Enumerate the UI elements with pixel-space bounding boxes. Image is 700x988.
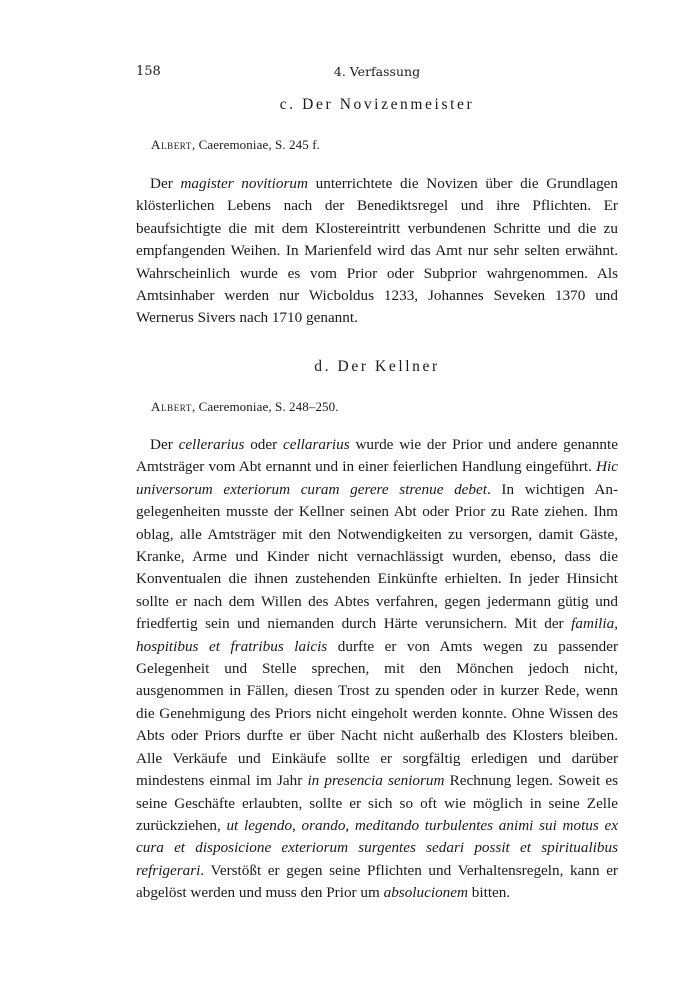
latin-quote: in presencia seniorum <box>307 772 445 790</box>
body-paragraph <box>136 434 618 905</box>
reference-text: , Caeremoniae, S. 245 f. <box>191 137 320 152</box>
source-reference <box>151 137 320 153</box>
reference-author: Albert <box>151 399 192 414</box>
latin-quote: familia, hospitibus et fratribus laicis <box>136 615 618 655</box>
text-run: unterrichtete die Novizen über die Grundlagen klösterlichen Lebens nach der Benediktsregel und ihre Pflichten. Er beaufsichtigte die mit dem Klostereintritt verbundenen Schritte und die zu empfangenden Weihen. In Marienfeld wird das Amt nur sehr selten erwähnt. Wahrscheinlich wurde es vom Prior oder Subprior wahrgenommen. Als Amtsinhaber werden nur Wicboldus 1233, Johannes Seveken 1370 und Wernerus Sivers nach 1710 genannt. <box>136 175 618 327</box>
reference-text: , Caeremoniae, S. 248–250. <box>191 399 339 414</box>
latin-quote: magister novitiorum <box>180 175 308 192</box>
text-run: Der <box>150 436 179 453</box>
text-run: oder <box>244 436 283 453</box>
latin-quote: ut legendo, orando, meditando turbulentes animi sui motus ex cura et disposicione exteriorum surgentes sedari possit et spiritualibus refrigerari <box>136 816 618 879</box>
latin-quote: cellararius <box>282 436 350 453</box>
page-number: 158 <box>136 64 161 79</box>
text-run: . Verstößt er gegen seine Pflichten und Verhaltensregeln, kann er abgelöst werden und muss den Prior um <box>136 861 618 902</box>
text-run: Rechnung legen. Soweit es seine Geschäfte erlaubten, sollte er sich so oft wie möglich in seine Zelle zurückziehen, <box>136 772 619 834</box>
text-run: . In wichtigen Angelegenheiten musste der Kellner seinen Abt oder Prior zu Rate ziehen. Ihm oblag, alle Amtsträger mit den Notwendigkeiten zu versorgen, damit Gäste, Kranke, Arme und Kinder nicht vernachlässigt wurden, ebenso, dass die Konventualen die ihnen zustehenden Einkünfte erhielten. In jeder Hinsicht sollte er nach dem Willen des Abtes verfahren, gegen jedermann gütig und friedfertig sein und niemanden durch Härte verunsichern. Mit der <box>136 480 619 633</box>
latin-quote: cellerarius <box>178 436 245 453</box>
text-run: Der <box>150 175 181 192</box>
running-head: 4. Verfassung <box>333 64 421 79</box>
reference-author: Albert <box>151 137 192 152</box>
text-run: wurde wie der Prior und andere genannte Amtsträger vom Abt ernannt und in einer feierlichen Handlung eingeführt. <box>136 436 618 476</box>
text-run: durfte er von Amts wegen zu passender Gelegenheit und Stelle sprechen, mit den Mönchen jedoch nicht, ausgenommen in Fällen, diesen Trost zu spenden oder in kurzer Rede, wenn die Genehmigung des Priors nicht eingeholt werden konnte. Ohne Wissen des Abts oder Priors durfte er über Nacht nicht außerhalb des Klosters bleiben. Alle Verkäufe und Einkäufe sollte er sorgfältig erledigen und darüber mindestens einmal im Jahr <box>136 637 619 790</box>
page-header <box>136 64 618 82</box>
section-title-novizenmeister: c. Der Novizenmeister <box>279 96 475 113</box>
section-title-kellner: d. Der Kellner <box>314 358 440 375</box>
body-paragraph <box>136 173 618 330</box>
text-run: bitten. <box>467 884 511 902</box>
latin-quote: absolucionem <box>383 884 468 902</box>
latin-quote: Hic universorum exteriorum curam gerere strenue debet <box>136 458 618 498</box>
source-reference <box>151 399 339 415</box>
